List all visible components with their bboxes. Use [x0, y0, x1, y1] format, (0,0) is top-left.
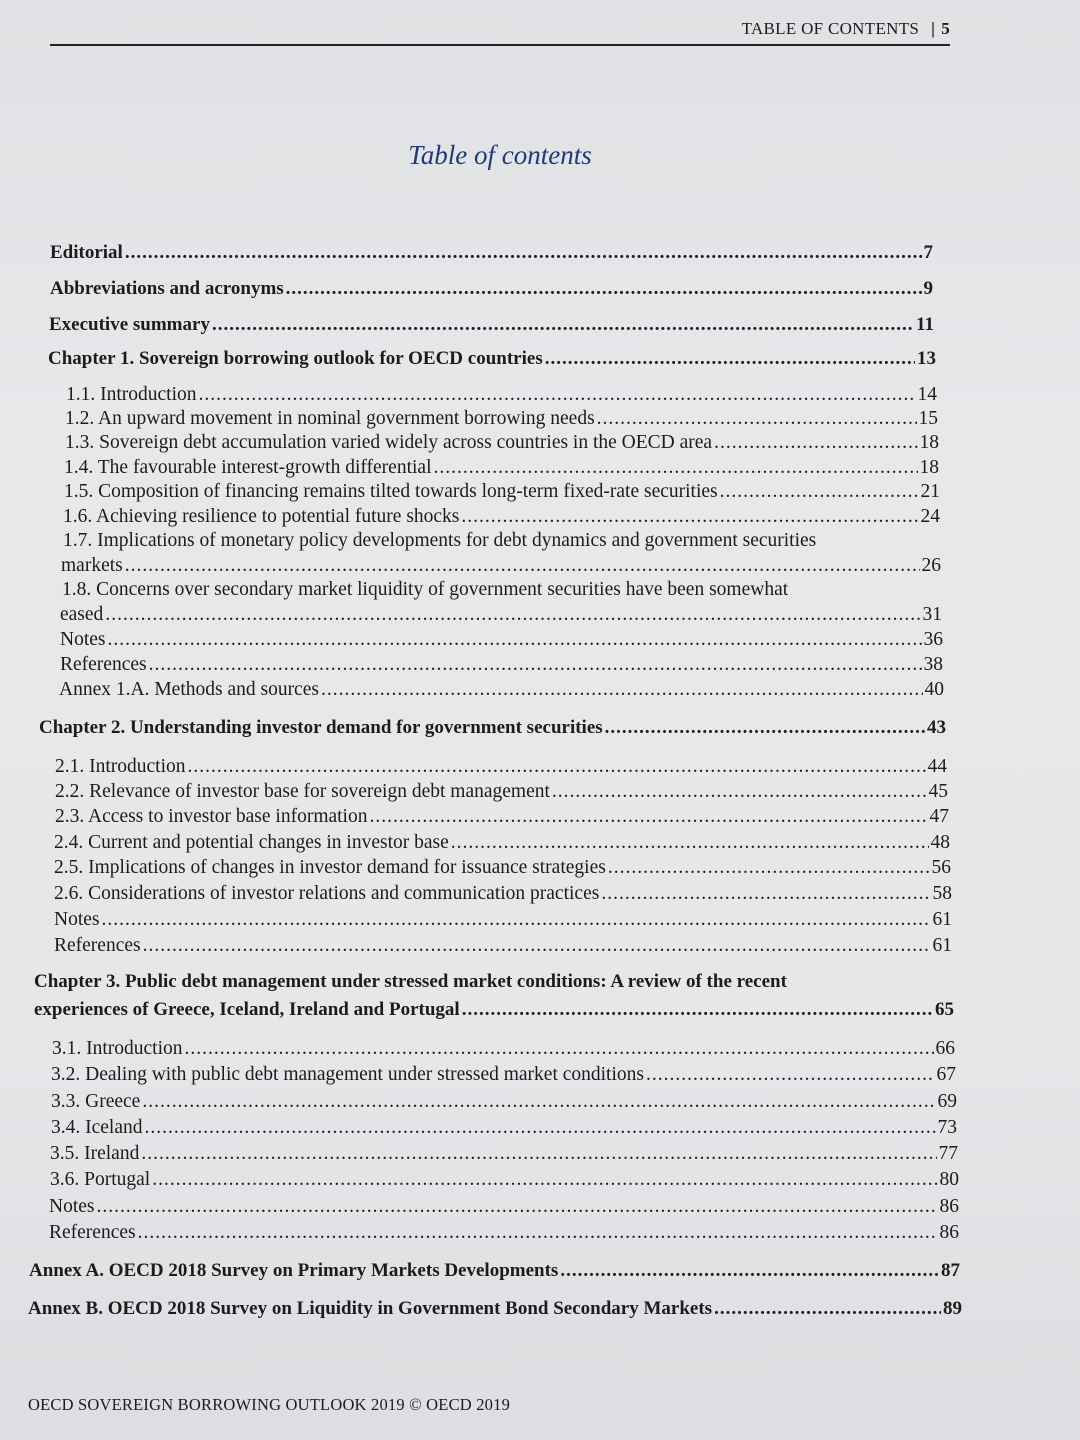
item-page: 40: [924, 679, 944, 700]
item-label: 3.3. Greece: [51, 1091, 141, 1112]
entry-label: Abbreviations and acronyms: [50, 278, 284, 299]
item-label: 2.2. Relevance of investor base for sovereign debt management: [55, 781, 550, 802]
toc-item[interactable]: [60, 654, 943, 676]
toc-annex-b[interactable]: [28, 1298, 962, 1320]
toc-item[interactable]: [54, 935, 952, 957]
dot-leader: [145, 1117, 936, 1139]
item-label: Notes: [54, 909, 100, 930]
entry-page: 9: [923, 278, 933, 299]
item-label: 2.5. Implications of changes in investor demand for issuance strategies: [54, 857, 606, 878]
toc-item[interactable]: [60, 604, 942, 626]
dot-leader: [321, 679, 923, 701]
toc-chapter-3[interactable]: [34, 999, 954, 1021]
toc-item[interactable]: [60, 629, 943, 651]
dot-leader: [451, 832, 929, 854]
item-label: 1.1. Introduction: [66, 384, 197, 405]
item-label: References: [49, 1222, 136, 1243]
page-number: 5: [941, 19, 950, 38]
toc-item[interactable]: [55, 806, 949, 828]
toc-item[interactable]: [64, 481, 940, 503]
dot-leader: [552, 781, 927, 803]
toc-entry-executive-summary[interactable]: [49, 314, 934, 336]
item-label: 1.3. Sovereign debt accumulation varied widely across countries in the OECD area: [65, 432, 713, 453]
item-label: eased: [60, 604, 104, 625]
dot-leader: [433, 457, 917, 479]
dot-leader: [720, 481, 919, 503]
item-label: 2.6. Considerations of investor relations and communication practices: [54, 883, 600, 904]
item-label: References: [54, 935, 141, 956]
item-label: References: [60, 654, 147, 675]
item-label: 1.2. An upward movement in nominal government borrowing needs: [65, 408, 595, 429]
entry-label: Executive summary: [49, 314, 210, 335]
item-label: 1.5. Composition of financing remains tilted towards long-term fixed-rate securities: [64, 481, 718, 502]
item-page: 18: [919, 457, 939, 478]
toc-item[interactable]: [65, 408, 938, 430]
annex-page: 87: [941, 1260, 960, 1281]
toc-item[interactable]: [55, 756, 947, 778]
toc-item[interactable]: [52, 1038, 955, 1060]
item-label: Notes: [60, 629, 106, 650]
dot-leader: [714, 1298, 941, 1320]
dot-leader: [286, 278, 922, 300]
item-page: 38: [923, 654, 943, 675]
toc-chapter-3-line[interactable]: Chapter 3. Public debt management under stressed market conditions: A review of the recent: [34, 971, 787, 992]
toc-chapter-1[interactable]: [48, 348, 936, 370]
entry-label: Editorial: [50, 242, 123, 263]
item-page: 80: [939, 1169, 959, 1190]
dot-leader: [105, 604, 920, 626]
dot-leader: [102, 909, 931, 931]
dot-leader: [185, 1038, 934, 1060]
item-page: 48: [930, 832, 950, 853]
item-page: 44: [927, 756, 947, 777]
item-page: 61: [932, 909, 952, 930]
toc-item-wrap-line: 1.7. Implications of monetary policy developments for debt dynamics and government securities: [63, 530, 817, 551]
item-page: 14: [917, 384, 937, 405]
header-separator: |: [931, 19, 936, 38]
chapter-title: Chapter 2. Understanding investor demand for government securities: [39, 717, 603, 738]
dot-leader: [143, 935, 931, 957]
dot-leader: [462, 999, 933, 1021]
toc-annex-a[interactable]: [29, 1260, 960, 1282]
dot-leader: [605, 717, 925, 739]
dot-leader: [141, 1143, 936, 1165]
dot-leader: [97, 1196, 938, 1218]
toc-item[interactable]: [61, 555, 941, 577]
dot-leader: [714, 432, 917, 454]
item-page: 73: [937, 1117, 957, 1138]
annex-label: Annex A. OECD 2018 Survey on Primary Markets Developments: [29, 1260, 559, 1281]
toc-item[interactable]: [50, 1143, 958, 1165]
item-page: 18: [919, 432, 939, 453]
toc-item[interactable]: [51, 1064, 956, 1086]
entry-page: 11: [916, 314, 934, 335]
item-label: markets: [61, 555, 123, 576]
item-label: 1.4. The favourable interest-growth differential: [64, 457, 432, 478]
item-label: Annex 1.A. Methods and sources: [59, 679, 319, 700]
chapter-page: 13: [917, 348, 936, 369]
toc-chapter-2[interactable]: [39, 717, 946, 739]
item-page: 67: [936, 1064, 956, 1085]
item-page: 86: [939, 1196, 959, 1217]
dot-leader: [125, 242, 922, 264]
dot-leader: [608, 857, 930, 879]
item-label: 2.3. Access to investor base information: [55, 806, 368, 827]
dot-leader: [199, 384, 916, 406]
toc-item[interactable]: [51, 1117, 957, 1139]
dot-leader: [212, 314, 914, 336]
dot-leader: [545, 348, 915, 370]
dot-leader: [152, 1169, 937, 1191]
dot-leader: [108, 629, 922, 651]
dot-leader: [601, 883, 930, 905]
item-page: 24: [920, 506, 940, 527]
toc-item[interactable]: [65, 432, 939, 454]
toc-item[interactable]: [59, 679, 944, 701]
toc-item[interactable]: [51, 1091, 957, 1113]
toc-item[interactable]: [54, 883, 952, 905]
chapter-page: 43: [927, 717, 946, 738]
toc-item[interactable]: [66, 384, 937, 406]
page-footer: OECD SOVEREIGN BORROWING OUTLOOK 2019 © OECD 2019: [28, 1395, 511, 1414]
item-label: 2.4. Current and potential changes in investor base: [54, 832, 449, 853]
dot-leader: [597, 408, 917, 430]
toc-item[interactable]: [64, 457, 939, 479]
item-label: 3.6. Portugal: [50, 1169, 151, 1190]
entry-page: 7: [923, 242, 933, 263]
chapter-title: experiences of Greece, Iceland, Ireland and Portugal: [34, 999, 460, 1020]
dot-leader: [369, 806, 927, 828]
item-label: 3.2. Dealing with public debt management under stressed market conditions: [51, 1064, 644, 1085]
chapter-page: 65: [935, 999, 954, 1020]
dot-leader: [646, 1064, 935, 1086]
item-page: 77: [938, 1143, 958, 1164]
toc-item[interactable]: [49, 1196, 959, 1218]
toc-item[interactable]: [55, 781, 948, 803]
item-page: 86: [939, 1222, 959, 1243]
item-page: 61: [932, 935, 952, 956]
item-label: Notes: [49, 1196, 95, 1217]
item-page: 21: [920, 481, 940, 502]
item-page: 15: [918, 408, 938, 429]
dot-leader: [560, 1260, 939, 1282]
toc-item[interactable]: [54, 832, 950, 854]
toc-item-wrap-line: 1.8. Concerns over secondary market liquidity of government securities have been somewhat: [62, 579, 789, 600]
item-label: 3.1. Introduction: [52, 1038, 183, 1059]
dot-leader: [138, 1222, 938, 1244]
item-label: 3.4. Iceland: [51, 1117, 143, 1138]
item-page: 45: [928, 781, 948, 802]
annex-page: 89: [943, 1298, 962, 1319]
dot-leader: [125, 555, 920, 577]
dot-leader: [461, 506, 918, 528]
item-page: 66: [935, 1038, 955, 1059]
item-label: 3.5. Ireland: [50, 1143, 140, 1164]
item-label: 2.1. Introduction: [55, 756, 186, 777]
dot-leader: [142, 1091, 935, 1113]
item-page: 47: [929, 806, 949, 827]
item-page: 31: [922, 604, 942, 625]
item-page: 36: [923, 629, 943, 650]
annex-label: Annex B. OECD 2018 Survey on Liquidity in Government Bond Secondary Markets: [28, 1298, 713, 1319]
toc-item[interactable]: [63, 506, 940, 528]
toc-entry-abbreviations[interactable]: [50, 278, 933, 300]
item-label: 1.6. Achieving resilience to potential future shocks: [63, 506, 460, 527]
item-page: 26: [921, 555, 941, 576]
toc-entry-editorial[interactable]: [50, 242, 933, 264]
item-page: 56: [931, 857, 951, 878]
dot-leader: [149, 654, 922, 676]
dot-leader: [188, 756, 926, 778]
toc-item[interactable]: [54, 857, 951, 879]
chapter-title: Chapter 1. Sovereign borrowing outlook for OECD countries: [48, 348, 543, 369]
item-page: 69: [937, 1091, 957, 1112]
toc-item[interactable]: [49, 1222, 959, 1244]
running-title: TABLE OF CONTENTS: [741, 19, 920, 38]
toc-item[interactable]: [54, 909, 952, 931]
item-page: 58: [932, 883, 952, 904]
toc-item[interactable]: [50, 1169, 959, 1191]
page-title: Table of contents: [408, 140, 592, 170]
